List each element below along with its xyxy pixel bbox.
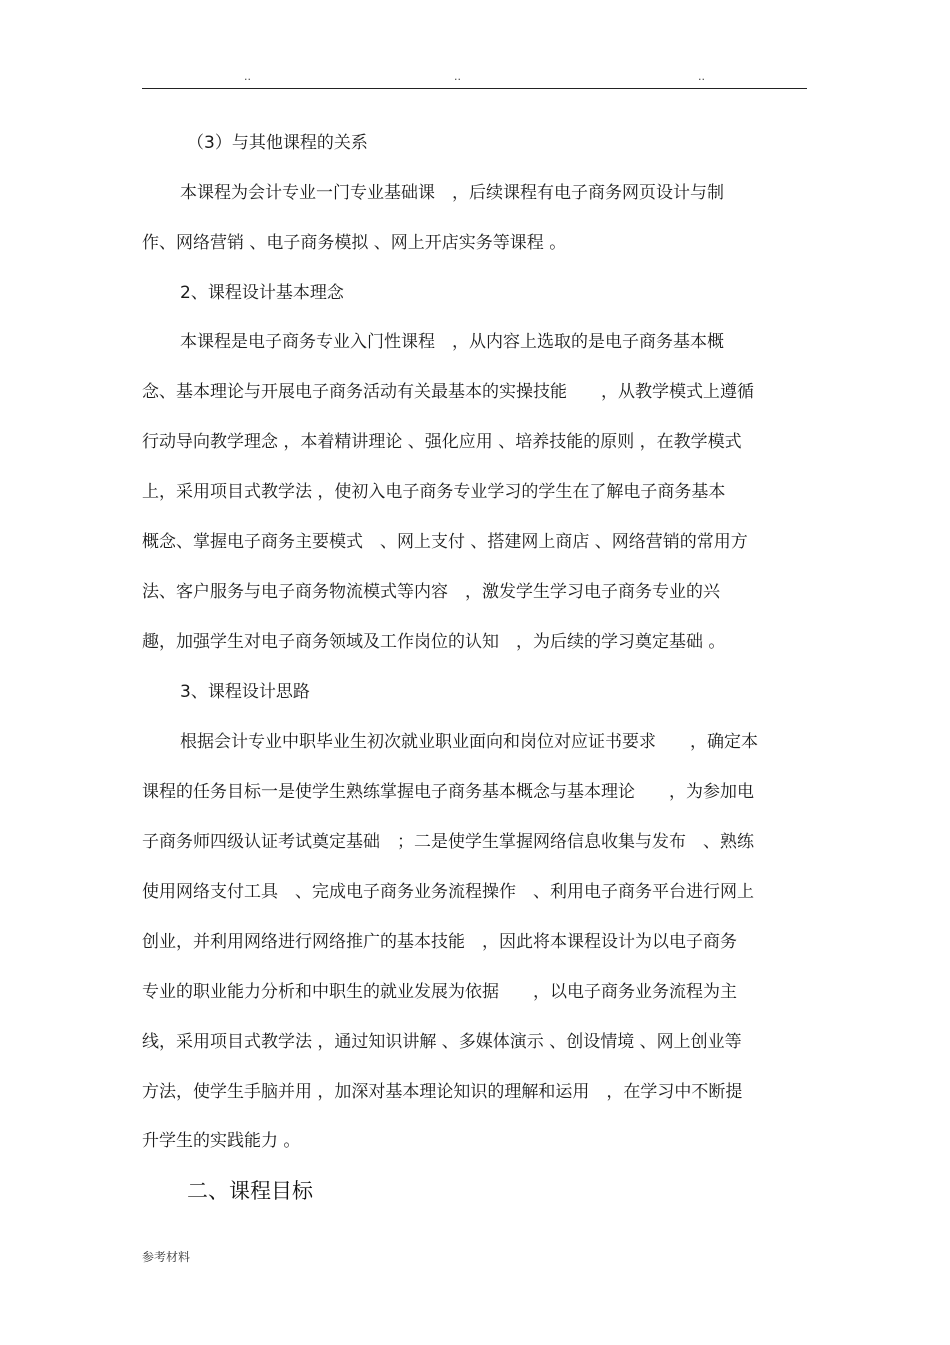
paragraph-line: 方法，使学生手脑并用 ，加深对基本理论知识的理解和运用 ，在学习中不断提 bbox=[142, 1082, 743, 1102]
paragraph-line: 升学生的实践能力 。 bbox=[142, 1131, 301, 1151]
paragraph-line: 上，采用项目式教学法 ，使初入电子商务专业学习的学生在了解电子商务基本 bbox=[142, 482, 726, 502]
paragraph-line: 行动导向教学理念 ，本着精讲理论 、强化应用 、培养技能的原则 ，在教学模式 bbox=[142, 432, 742, 452]
subsection-heading: 3、课程设计思路 bbox=[180, 682, 310, 702]
header-mark-center: .. bbox=[454, 70, 461, 83]
paragraph-line: 本课程为会计专业一门专业基础课 ，后续课程有电子商务网页设计与制 bbox=[180, 183, 724, 203]
page-header bbox=[142, 70, 807, 89]
paragraph-line: 专业的职业能力分析和中职生的就业发展为依据 ，以电子商务业务流程为主 bbox=[142, 982, 737, 1002]
subsection-heading: （3）与其他课程的关系 bbox=[187, 133, 368, 153]
paragraph-line: 念、基本理论与开展电子商务活动有关最基本的实操技能 ，从教学模式上遵循 bbox=[142, 382, 754, 402]
paragraph-line: 课程的任务目标一是使学生熟练掌握电子商务基本概念与基本理论 ，为参加电 bbox=[142, 782, 754, 802]
header-mark-left: .. bbox=[244, 70, 251, 83]
paragraph-line: 本课程是电子商务专业入门性课程 ，从内容上选取的是电子商务基本概 bbox=[180, 332, 724, 352]
section-heading: 二、课程目标 bbox=[187, 1179, 313, 1203]
paragraph-line: 概念、掌握电子商务主要模式 、网上支付 、搭建网上商店 、网络营销的常用方 bbox=[142, 532, 748, 552]
header-mark-right: .. bbox=[698, 70, 705, 83]
paragraph-line: 子商务师四级认证考试奠定基础 ；二是使学生掌握网络信息收集与发布 、熟练 bbox=[142, 832, 754, 852]
paragraph-line: 趣，加强学生对电子商务领域及工作岗位的认知 ，为后续的学习奠定基础 。 bbox=[142, 632, 726, 652]
page-footer: 参考材料 bbox=[142, 1250, 191, 1264]
paragraph-line: 使用网络支付工具 、完成电子商务业务流程操作 、利用电子商务平台进行网上 bbox=[142, 882, 754, 902]
paragraph-line: 根据会计专业中职毕业生初次就业职业面向和岗位对应证书要求 ，确定本 bbox=[180, 732, 758, 752]
paragraph-line: 法、客户服务与电子商务物流模式等内容 ，激发学生学习电子商务专业的兴 bbox=[142, 582, 720, 602]
subsection-heading: 2、课程设计基本理念 bbox=[180, 283, 344, 303]
paragraph-line: 线，采用项目式教学法 ，通过知识讲解 、多媒体演示 、创设情境 、网上创业等 bbox=[142, 1032, 742, 1052]
paragraph-line: 创业，并利用网络进行网络推广的基本技能 ，因此将本课程设计为以电子商务 bbox=[142, 932, 737, 952]
paragraph-line: 作、网络营销 、电子商务模拟 、网上开店实务等课程 。 bbox=[142, 233, 567, 253]
